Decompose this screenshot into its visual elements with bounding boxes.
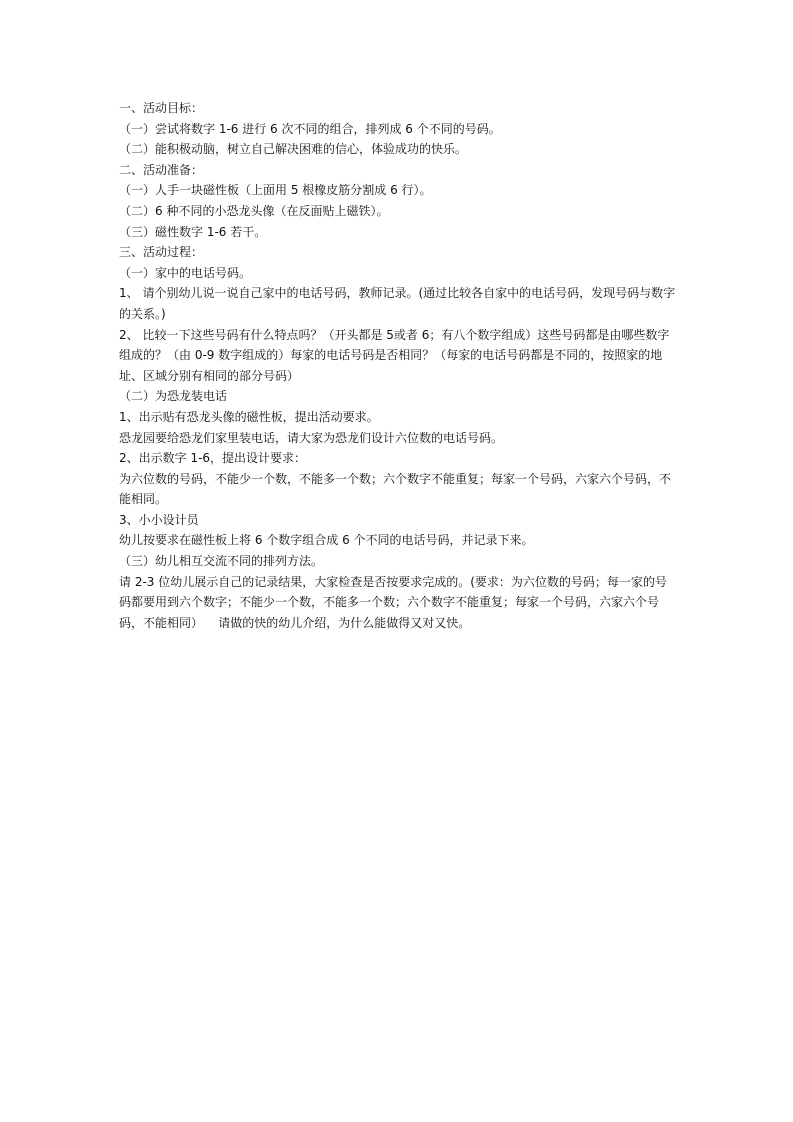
section-heading-preparation: 二、活动准备： <box>119 162 204 177</box>
process-paragraph-2: 2、 比较一下这些号码有什么特点吗？（开头都是 5或者 6；有八个数字组成）这些号码都是由哪些数字组成的？（由 0-9 数字组成的）每家的电话号码是否相同？（每家的电话号码都是不同的，按照家的地址、区域分别有相同的部分号码） <box>119 327 670 383</box>
goal-item-1: （一）尝试将数字 1-6 进行 6 次不同的组合，排列成 6 个不同的号码。 <box>119 121 501 136</box>
process-paragraph-6: 为六位数的号码，不能少一个数，不能多一个数；六个数字不能重复；每家一个号码，六家六个号码，不能相同。 <box>119 471 672 507</box>
process-subheading-2: （二）为恐龙装电话 <box>119 389 228 404</box>
document-body <box>119 98 677 633</box>
preparation-item-3: （三）磁性数字 1-6 若干。 <box>119 224 267 239</box>
process-paragraph-5: 2、出示数字 1-6，提出设计要求： <box>119 451 307 466</box>
process-subheading-1: （一）家中的电话号码。 <box>119 265 252 280</box>
section-heading-process: 三、活动过程： <box>119 245 204 260</box>
process-paragraph-1: 1、 请个别幼儿说一说自己家中的电话号码，教师记录。(通过比较各自家中的电话号码，发现号码与数字的关系。) <box>119 286 676 321</box>
preparation-item-1: （一）人手一块磁性板（上面用 5 根橡皮筋分割成 6 行）。 <box>119 183 432 198</box>
section-heading-goals: 一、活动目标： <box>119 101 204 115</box>
process-paragraph-4: 恐龙园要给恐龙们家里装电话，请大家为恐龙们设计六位数的电话号码。 <box>119 430 504 445</box>
process-subheading-3: （三）幼儿相互交流不同的排列方法。 <box>119 554 324 569</box>
preparation-item-2: （二）6 种不同的小恐龙头像（在反面贴上磁铁）。 <box>119 203 389 218</box>
process-paragraph-8: 幼儿按要求在磁性板上将 6 个数字组合成 6 个不同的电话号码，并记录下来。 <box>119 533 534 548</box>
process-paragraph-3: 1、出示贴有恐龙头像的磁性板，提出活动要求。 <box>119 409 379 424</box>
process-paragraph-9: 请 2-3 位幼儿展示自己的记录结果，大家检查是否按要求完成的。(要求：为六位数的号码；每一家的号码都要用到六个数字；不能少一个数，不能多一个数；六个数字不能重复；每家一个号码，六家六个号码，不能相同） 请做的快的幼儿介绍，为什么能做得又对又快。 <box>119 574 667 630</box>
process-paragraph-7: 3、小小设计员 <box>119 512 199 527</box>
goal-item-2: （二）能积极动脑，树立自己解决困难的信心，体验成功的快乐。 <box>119 142 468 157</box>
